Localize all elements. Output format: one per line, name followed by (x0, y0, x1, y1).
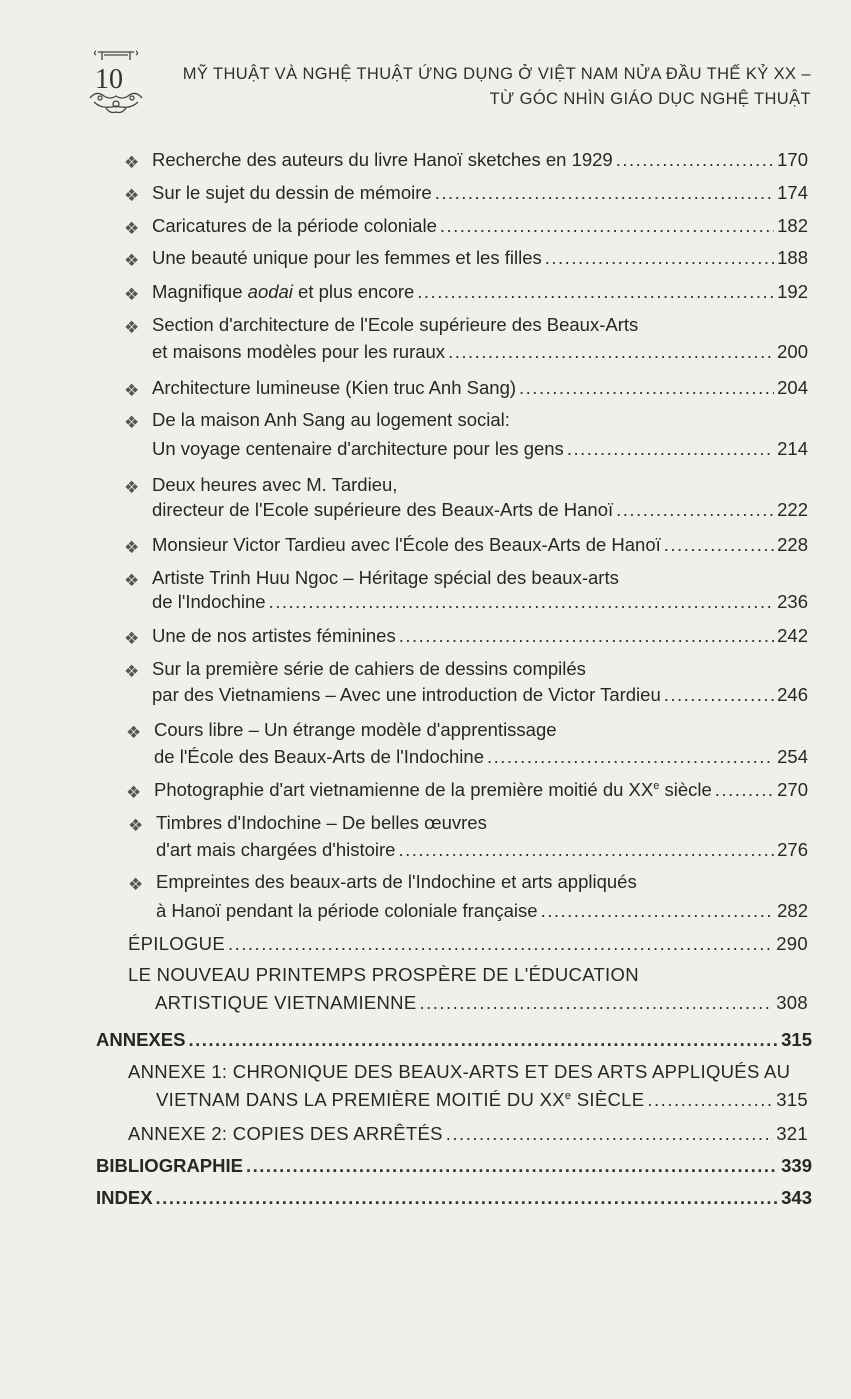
toc-entry-page: 236 (777, 591, 808, 612)
toc-entry-title-line-1: Section d'architecture de l'Ecole supérieure des Beaux-Arts (152, 314, 639, 335)
leader-dots (188, 1026, 778, 1054)
leader-dots (398, 836, 774, 864)
toc-entry-title: Recherche des auteurs du livre Hanoï sketches en 1929 (152, 149, 613, 170)
diamond-bullet-icon: ❖ (124, 538, 140, 557)
leader-dots (715, 776, 774, 804)
toc-entry-index (96, 1184, 812, 1212)
toc-entry-title-line-1: ANNEXE 1: CHRONIQUE DES BEAUX-ARTS ET DES ARTS APPLIQUÉS AU (128, 1061, 791, 1082)
toc-entry (152, 212, 808, 240)
toc-entry-page: 222 (777, 499, 808, 520)
toc-entry-page: 315 (781, 1029, 812, 1050)
leader-dots (487, 743, 774, 771)
leader-dots (567, 435, 774, 463)
running-title (171, 62, 811, 112)
toc-entry-title-line-2: de l'École des Beaux-Arts de l'Indochine (154, 746, 484, 767)
toc-entry-page: 254 (777, 746, 808, 767)
toc-entry-title-line-2: à Hanoï pendant la période coloniale française (156, 900, 538, 921)
running-title-line-1: MỸ THUẬT VÀ NGHỆ THUẬT ỨNG DỤNG Ở VIỆT NAM NỬA ĐẦU THẾ KỶ XX – (182, 65, 811, 83)
toc-entry-page: 290 (776, 933, 808, 954)
leader-dots (246, 1152, 778, 1180)
toc-entry-title-line-1: De la maison Anh Sang au logement social: (152, 409, 510, 430)
toc-entry-title: BIBLIOGRAPHIE (96, 1155, 243, 1176)
toc-entry-title-line-2: directeur de l'Ecole supérieure des Beaux-Arts de Hanoï (152, 499, 614, 520)
toc-entry-page: 170 (777, 149, 808, 170)
toc-entry-title: Architecture lumineuse (Kien truc Anh Sang) (152, 377, 517, 398)
leader-dots (399, 622, 774, 650)
toc-entry (152, 244, 808, 272)
toc-entry-title-line-1: LE NOUVEAU PRINTEMPS PROSPÈRE DE L'ÉDUCATION (128, 964, 639, 985)
toc-entry-annexe-1 (156, 1086, 808, 1114)
toc-entry-title: Une beauté unique pour les femmes et les filles (152, 247, 542, 268)
diamond-bullet-icon: ❖ (124, 285, 140, 304)
diamond-bullet-icon: ❖ (124, 153, 140, 172)
toc-entry (156, 836, 808, 864)
leader-dots (519, 374, 774, 402)
leader-dots (664, 681, 774, 709)
toc-entry (154, 743, 808, 771)
toc-entry (152, 338, 808, 366)
toc-entry-title: INDEX (96, 1187, 153, 1208)
diamond-bullet-icon: ❖ (124, 413, 140, 432)
toc-entry (152, 435, 808, 463)
diamond-bullet-icon: ❖ (124, 318, 140, 337)
toc-entry-title: Une de nos artistes féminines (152, 625, 396, 646)
leader-dots (664, 531, 774, 559)
page-number: 10 (95, 64, 123, 95)
running-title-line-2: TỪ GÓC NHÌN GIÁO DỤC NGHỆ THUẬT (489, 90, 811, 108)
toc-entry-title-line-1: Timbres d'Indochine – De belles œuvres (156, 812, 487, 833)
diamond-bullet-icon: ❖ (124, 629, 140, 648)
toc-entry-title: Photographie d'art vietnamienne de la première moitié du XXe siècle (154, 779, 712, 800)
leader-dots (616, 496, 774, 524)
toc-entry (156, 897, 808, 925)
diamond-bullet-icon: ❖ (128, 875, 144, 894)
toc-entry-page: 339 (781, 1155, 812, 1176)
diamond-bullet-icon: ❖ (126, 783, 142, 802)
leader-dots (545, 244, 774, 272)
toc-entry-title-line-2: d'art mais chargées d'histoire (156, 839, 396, 860)
diamond-bullet-icon: ❖ (124, 219, 140, 238)
toc-entry-page: 276 (777, 839, 808, 860)
toc-entry-page: 246 (777, 684, 808, 705)
toc-entry-page: 315 (776, 1089, 808, 1110)
toc-entry-page: 321 (776, 1123, 808, 1144)
leader-dots (419, 989, 773, 1017)
leader-dots (448, 338, 774, 366)
toc-entry-title-line-1: Deux heures avec M. Tardieu, (152, 474, 398, 495)
toc-entry (152, 278, 808, 306)
leader-dots (446, 1120, 773, 1148)
toc-entry-title-line-2: ARTISTIQUE VIETNAMIENNE (155, 992, 417, 1013)
toc-entry-page: 242 (777, 625, 808, 646)
diamond-bullet-icon: ❖ (128, 816, 144, 835)
diamond-bullet-icon: ❖ (124, 478, 140, 497)
toc-entry-annexe-2 (128, 1120, 808, 1148)
diamond-bullet-icon: ❖ (124, 251, 140, 270)
leader-dots (156, 1184, 779, 1212)
toc-entry-page: 204 (777, 377, 808, 398)
toc-entry-title-line-1: Cours libre – Un étrange modèle d'apprentissage (154, 719, 557, 740)
toc-entry-title: Caricatures de la période coloniale (152, 215, 437, 236)
diamond-bullet-icon: ❖ (124, 186, 140, 205)
toc-entry (152, 496, 808, 524)
toc-entry (154, 776, 808, 804)
diamond-bullet-icon: ❖ (124, 381, 140, 400)
toc-entry-page: 214 (777, 438, 808, 459)
leader-dots (435, 179, 774, 207)
toc-entry (152, 374, 808, 402)
toc-entry-title-line-2: et maisons modèles pour les ruraux (152, 341, 446, 362)
leader-dots (417, 278, 774, 306)
superscript: e (564, 1090, 572, 1102)
toc-entry-title-line-2: Un voyage centenaire d'architecture pour les gens (152, 438, 564, 459)
leader-dots (228, 930, 773, 958)
toc-entry (152, 622, 808, 650)
toc-entry-page: 270 (777, 779, 808, 800)
leader-dots (647, 1086, 773, 1114)
toc-entry-epilogue (128, 930, 808, 958)
toc-entry-title-line-2: de l'Indochine (152, 591, 266, 612)
toc-entry-title: Monsieur Victor Tardieu avec l'École des Beaux-Arts de Hanoï (152, 534, 661, 555)
toc-entry-page: 192 (777, 281, 808, 302)
superscript: e (653, 780, 660, 792)
toc-entry (152, 146, 808, 174)
leader-dots (269, 588, 775, 616)
toc-entry-bibliographie (96, 1152, 812, 1180)
toc-entry-page: 282 (777, 900, 808, 921)
toc-entry (152, 681, 808, 709)
toc-entry-title-line-1: Sur la première série de cahiers de dessins compilés (152, 658, 586, 679)
leader-dots (440, 212, 774, 240)
toc-entry-page: 188 (777, 247, 808, 268)
toc-entry-page: 200 (777, 341, 808, 362)
toc-entry-page: 174 (777, 182, 808, 203)
diamond-bullet-icon: ❖ (124, 662, 140, 681)
toc-entry (152, 179, 808, 207)
toc-entry-title: Sur le sujet du dessin de mémoire (152, 182, 432, 203)
toc-entry-title: ANNEXES (96, 1029, 186, 1050)
toc-entry-annexes (96, 1026, 812, 1054)
toc-entry-title-line-2: VIETNAM DANS LA PREMIÈRE MOITIÉ DU XXe SIÈCLE (156, 1089, 645, 1110)
toc-entry (152, 531, 808, 559)
toc-entry-title-line-2: par des Vietnamiens – Avec une introduction de Victor Tardieu (152, 684, 661, 705)
toc-entry-page: 343 (781, 1187, 812, 1208)
toc-entry-printemps (155, 989, 808, 1017)
diamond-bullet-icon: ❖ (124, 571, 140, 590)
leader-dots (616, 146, 774, 174)
toc-entry (152, 588, 808, 616)
toc-entry-page: 182 (777, 215, 808, 236)
italic-term: aodai (247, 281, 293, 302)
leader-dots (541, 897, 775, 925)
toc-entry-page: 308 (776, 992, 808, 1013)
toc-entry-title: Magnifique aodai et plus encore (152, 281, 415, 302)
toc-entry-title-line-1: Artiste Trinh Huu Ngoc – Héritage spécial des beaux-arts (152, 567, 619, 588)
toc-entry-page: 228 (777, 534, 808, 555)
toc-entry-title-line-1: Empreintes des beaux-arts de l'Indochine et arts appliqués (156, 871, 637, 892)
diamond-bullet-icon: ❖ (126, 723, 142, 742)
toc-entry-title: ÉPILOGUE (128, 933, 225, 954)
toc-entry-title: ANNEXE 2: COPIES DES ARRÊTÉS (128, 1123, 443, 1144)
